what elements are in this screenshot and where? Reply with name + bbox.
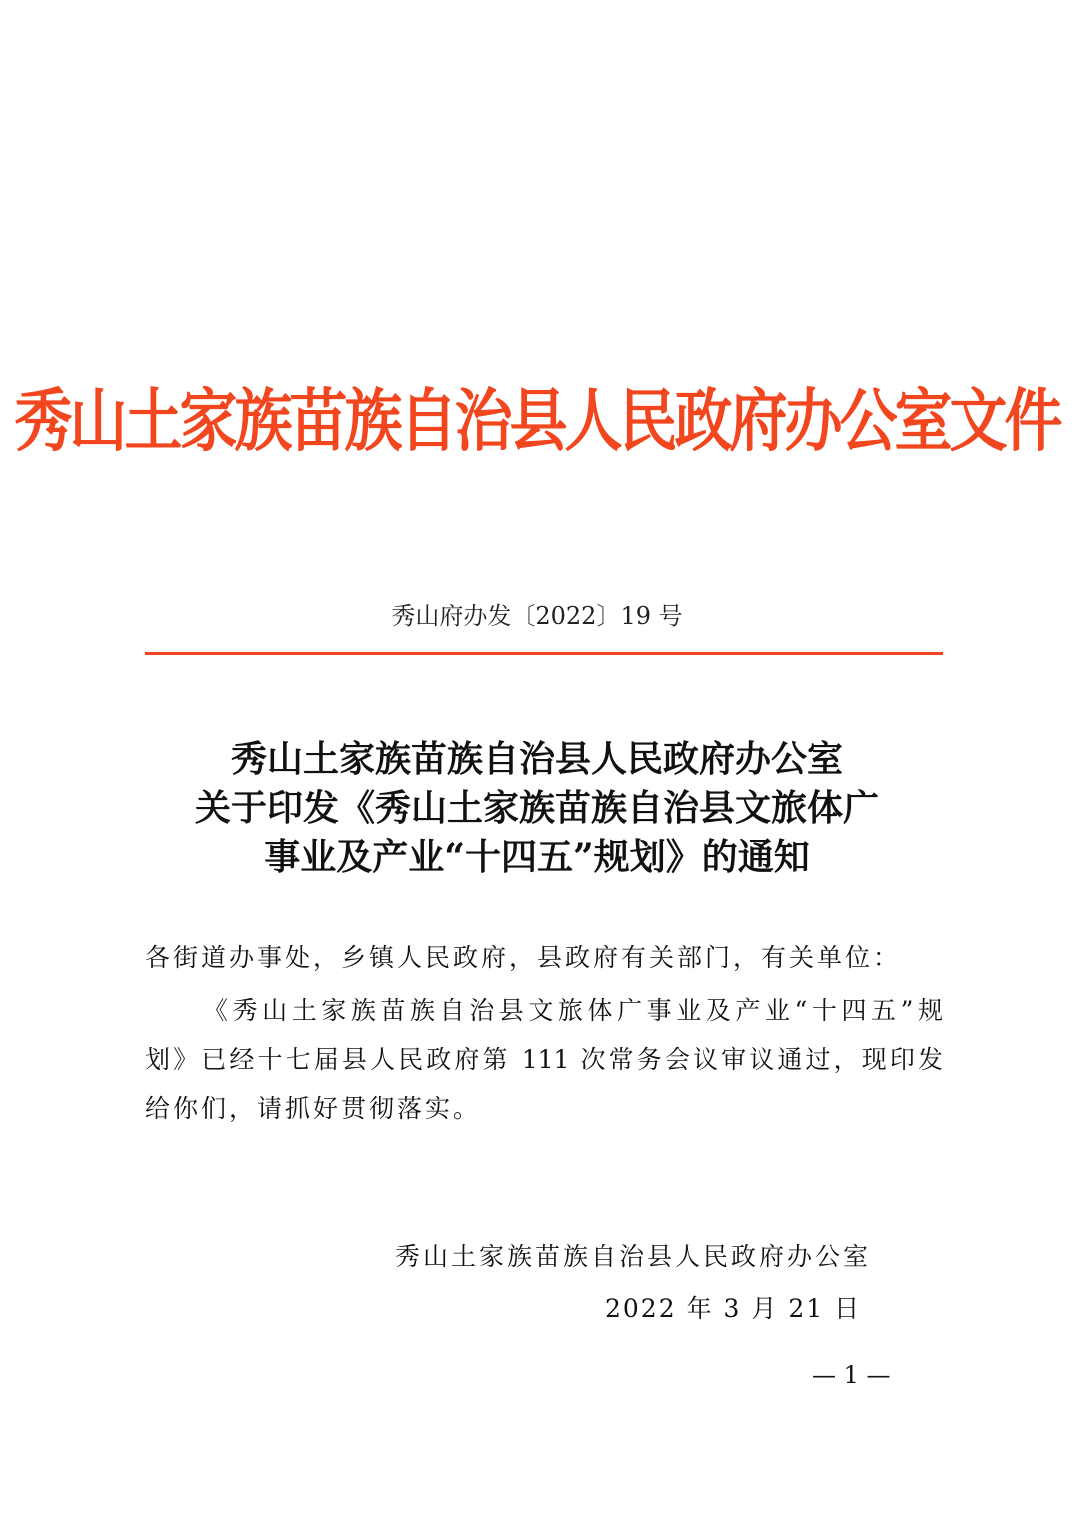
body-line-1: 《秀山土家族苗族自治县文旅体广事业及产业“十四五”规	[203, 996, 943, 1025]
salutation: 各街道办事处，乡镇人民政府，县政府有关部门，有关单位：	[145, 943, 902, 972]
title-line-2: 关于印发《秀山土家族苗族自治县文旅体广	[194, 787, 879, 829]
title-line-1: 秀山土家族苗族自治县人民政府办公室	[230, 738, 843, 780]
page-number: — 1 —	[812, 1361, 891, 1389]
signature-date: 2022 年 3 月 21 日	[605, 1294, 862, 1323]
notice-title	[0, 735, 1074, 882]
body-line-2: 划》已经十七届县人民政府第 111 次常务会议审议通过，现印发	[145, 1045, 943, 1074]
document-number: 秀山府办发〔2022〕19 号	[391, 602, 683, 630]
document-masthead: 秀山土家族苗族自治县人民政府办公室文件	[14, 380, 1060, 462]
body-line-3: 给你们，请抓好贯彻落实。	[145, 1094, 482, 1123]
red-divider-line	[145, 652, 943, 655]
body-paragraph	[145, 986, 943, 1133]
title-line-3: 事业及产业“十四五”规划》的通知	[264, 836, 810, 878]
signature-organization: 秀山土家族苗族自治县人民政府办公室	[395, 1242, 872, 1271]
